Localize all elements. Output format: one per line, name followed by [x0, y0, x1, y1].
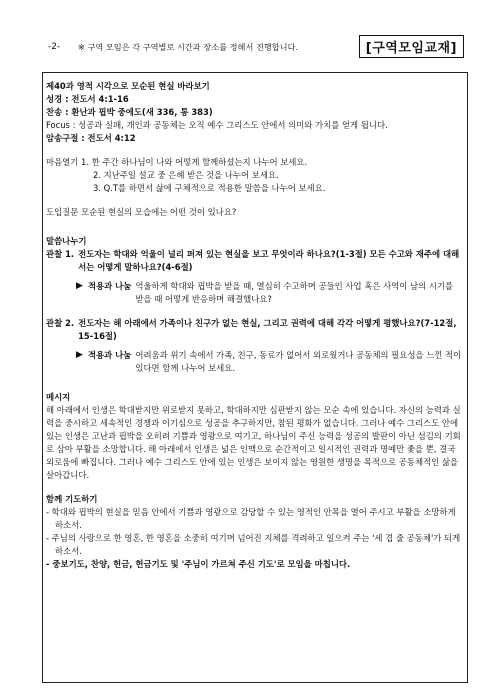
- lesson-content: [46, 80, 462, 571]
- opening-question-2: 2. 지난주일 설교 중 은혜 받은 것을 나누어 보세요.: [93, 170, 279, 180]
- prayer-title: 함께 기도하기: [46, 494, 98, 504]
- prayer-item-2: - 주님의 사랑으로 한 영혼, 한 영혼을 소중히 여기며 넘어진 지체를 격려하고 일으켜 주는 '세 겹 줄 공동체'가 되게 하소서.: [46, 533, 461, 556]
- document-title: [구역모임교재]: [359, 35, 464, 58]
- opening-question-1: 마음열기 1. 한 주간 하나님이 나와 어떻게 함께하셨는지 나누어 보세요.: [46, 157, 308, 167]
- observation-1: [46, 248, 462, 274]
- hymn-line: 찬송 : 환난과 핍박 중에도(새 336, 통 383): [46, 107, 213, 117]
- opening-questions: [46, 156, 462, 195]
- observation-2-label: 관찰 2.: [46, 318, 75, 328]
- message-body: 해 아래에서 인생은 학대받지만 위로받지 못하고, 학대하지만 심판받지 않는 모순 속에 있습니다. 자신의 능력과 실력을 중시하고 세속적인 경쟁과 이기심으로 성공을 추구하지만, 참된 평화가 없습니다. 그러나 예수 그리스도 안에 있는 인생은 고난과 핍박을 오히려 기쁨과 영광으로 여기고, 하나님이 주신 능력을 성공의 발판이 아닌 섬김의 기회로 삼아 부활을 소망합니다. 해 아래에서 인생은 넓은 인맥으로 순간적이고 일시적인 권력과 명예만 좇을 뿐, 결국 외로움에 빠집니다. 그러나 예수 그리스도 안에 있는 인생은 보이지 않는 영원한 생명을 목적으로 공동체적인 삶을 살아갑니다.: [46, 405, 461, 480]
- application-1: [46, 280, 462, 306]
- observation-2-text: 전도자는 해 아래에서 가족이나 친구가 없는 현실, 그리고 권력에 대해 각각 어떻게 평했나요?(7-12절, 15-16절): [78, 318, 457, 341]
- sharing-title: 말씀나누기: [46, 236, 87, 246]
- page-header: [0, 0, 494, 62]
- prayer-section: [46, 493, 462, 571]
- application-2-label: 적용과 나눔: [88, 350, 132, 360]
- lesson-heading: 제40과 영적 시각으로 모순된 현실 바라보기: [46, 81, 210, 91]
- application-2-text: 어려움과 위기 속에서 가족, 친구, 동료가 없어서 외로웠거나 공동체의 필요성을 느낀 적이 있다면 함께 나누어 보세요.: [135, 350, 462, 373]
- application-2: [46, 349, 462, 375]
- opening-question-3: 3. Q.T를 하면서 삶에 구체적으로 적용한 말씀을 나누어 보세요.: [93, 183, 326, 193]
- observation-2: [46, 317, 462, 343]
- focus-line: Focus : 성공과 실패, 개인과 공동체는 오직 예수 그리스도 안에서 의미와 가치를 얻게 됩니다.: [46, 120, 388, 130]
- page-number: -2-: [48, 42, 61, 52]
- message-title: 메시지: [46, 392, 71, 402]
- memory-verse-line: 암송구절 : 전도서 4:12: [46, 133, 136, 143]
- prayer-item-1: - 학대와 핍박의 현실을 믿음 안에서 기쁨과 영광으로 감당할 수 있는 영적인 안목을 열어 주시고 부활을 소망하게 하소서.: [46, 507, 456, 530]
- intro-question: 도입질문 모순된 현실의 모습에는 어떤 것이 있나요?: [46, 207, 237, 217]
- triangle-bullet-icon: ▶: [76, 350, 83, 360]
- closing-instruction: - 중보기도, 찬양, 헌금, 헌금기도 및 '주님이 가르쳐 주신 기도'로 모임을 마칩니다.: [46, 559, 351, 569]
- scripture-line: 성경 : 전도서 4:1-16: [46, 94, 129, 104]
- application-1-label: 적용과 나눔: [88, 281, 132, 291]
- observation-1-text: 전도자는 학대와 억울이 널리 퍼져 있는 현실을 보고 무엇이라 하나요?(1-3절) 모든 수고와 재주에 대해서는 어떻게 말하나요?(4-6절): [78, 249, 460, 272]
- application-1-text: 억울하게 학대와 핍박을 받을 때, 열심히 수고하며 공들인 사업 혹은 사역이 남의 시기를 받을 때 어떻게 반응하며 해결했나요?: [135, 281, 454, 304]
- meeting-notice: ※ 구역 모임은 각 구역별로 시간과 장소를 정해서 진행합니다.: [78, 42, 299, 52]
- triangle-bullet-icon: ▶: [76, 281, 83, 291]
- observation-1-label: 관찰 1.: [46, 249, 75, 259]
